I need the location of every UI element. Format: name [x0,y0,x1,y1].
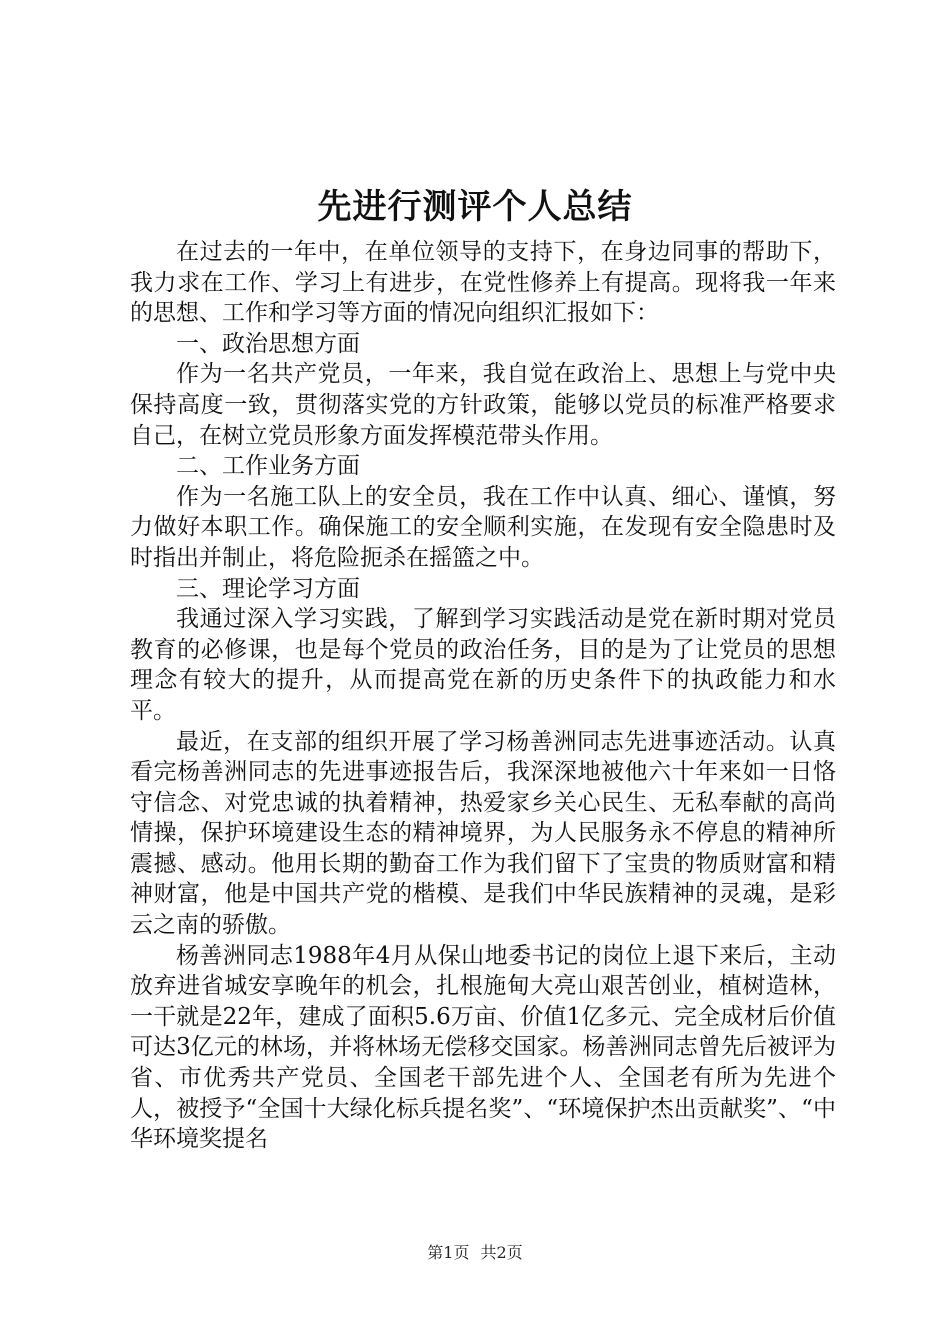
paragraph-intro: 在过去的一年中，在单位领导的支持下，在身边同事的帮助下，我力求在工作、学习上有进步，在党性修养上有提高。现将我一年来的思想、工作和学习等方面的情况向组织汇报如下： [130,239,836,327]
page-number-total: 共2页 [480,1243,523,1262]
section-heading-study: 三、理论学习方面 [176,575,360,602]
document-title: 先进行测评个人总结 [317,187,633,227]
paragraph-work: 作为一名施工队上的安全员，我在工作中认真、细心、谨慎，努力做好本职工作。确保施工的安全顺利实施，在发现有安全隐患时及时指出并制止，将危险扼杀在摇篮之中。 [130,483,836,571]
paragraph-yang-shanzhou: 杨善洲同志1988年4月从保山地委书记的岗位上退下来后，主动放弃进省城安享晚年的机会，扎根施甸大亮山艰苦创业，植树造林，一干就是22年，建成了面积5.6万亩、价值1亿多元、完全成材后价值可达3亿元的林场，并将林场无偿移交国家。杨善洲同志曾先后被评为省、市优秀共产党员、全国老干部先进个人、全国老有所为先进个人，被授予“全国十大绿化标兵提名奖”、“环境保护杰出贡献奖”、“中华环境奖提名 [130,942,836,1153]
page-footer [0,1243,950,1263]
paragraph-politics: 作为一名共产党员，一年来，我自觉在政治上、思想上与党中央保持高度一致，贯彻落实党的方针政策，能够以党员的标准严格要求自己，在树立党员形象方面发挥模范带头作用。 [130,361,836,449]
section-heading-work: 二、工作业务方面 [176,453,360,480]
paragraph-study: 我通过深入学习实践，了解到学习实践活动是党在新时期对党员教育的必修课，也是每个党员的政治任务，目的是为了让党员的思想理念有较大的提升，从而提高党在新的历史条件下的执政能力和水平。 [130,606,836,724]
page-number-current: 第1页 [427,1243,470,1262]
paragraph-recent-activity: 最近，在支部的组织开展了学习杨善洲同志先进事迹活动。认真看完杨善洲同志的先进事迹报告后，我深深地被他六十年来如一日恪守信念、对党忠诚的执着精神，热爱家乡关心民生、无私奉献的高尚情操，保护环境建设生态的精神境界，为人民服务永不停息的精神所震撼、感动。他用长期的勤奋工作为我们留下了宝贵的物质财富和精神财富，他是中国共产党的楷模、是我们中华民族精神的灵魂，是彩云之南的骄傲。 [130,728,836,939]
document-body [130,237,836,1155]
section-heading-politics: 一、政治思想方面 [176,330,360,357]
